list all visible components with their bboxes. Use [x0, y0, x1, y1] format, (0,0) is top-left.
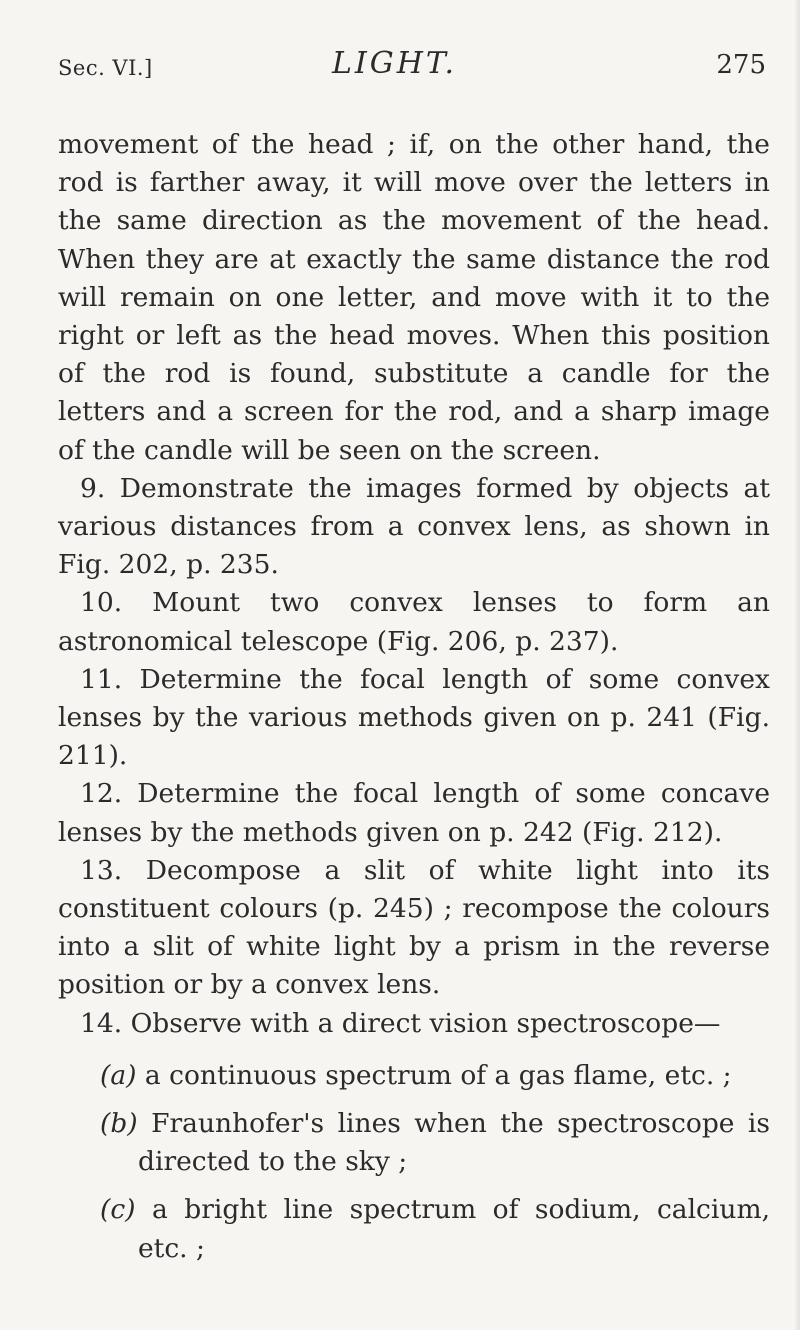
item-11: 11. Determine the focal length of some convex lenses by the various methods given on p. 241 (Fig. 211).	[58, 663, 770, 772]
sub-item-a	[100, 1057, 770, 1095]
running-title: LIGHT.	[332, 46, 458, 81]
sub-item-b-text: Fraunhofer's lines when the spectroscope is directed to the sky ;	[137, 1108, 770, 1178]
section-label: Sec. VI.]	[58, 56, 153, 80]
sub-item-c	[100, 1191, 770, 1267]
page-edge-shadow	[794, 0, 800, 1330]
sub-item-a-text: a continuous spectrum of a gas flame, etc. ;	[136, 1059, 732, 1091]
running-header	[58, 46, 768, 86]
continued-paragraph: movement of the head ; if, on the other hand, the rod is farther away, it will move over the letters in the same direction as the movement of the head. When they are at exactly the same distance the rod will remain on one letter, and move with it to the right or left as the head moves. When this position of the rod is found, substitute a candle for the letters and a screen for the rod, and a sharp image of the candle will be seen on the screen.	[58, 129, 770, 466]
sub-item-c-text: a bright line spectrum of sodium, calcium, etc. ;	[135, 1194, 770, 1264]
sub-item-b	[100, 1105, 770, 1181]
page-body	[58, 126, 770, 1268]
sub-item-a-letter: (a)	[100, 1059, 137, 1091]
item-12: 12. Determine the focal length of some concave lenses by the methods given on p. 242 (Fig. 212).	[58, 778, 770, 848]
item-9: 9. Demonstrate the images formed by objects at various distances from a convex lens, as shown in Fig. 202, p. 235.	[58, 472, 770, 581]
item-14: 14. Observe with a direct vision spectroscope—	[80, 1007, 721, 1039]
item-10: 10. Mount two convex lenses to form an astronomical telescope (Fig. 206, p. 237).	[58, 587, 770, 657]
sub-item-b-letter: (b)	[100, 1108, 138, 1140]
item-13: 13. Decompose a slit of white light into its constituent colours (p. 245) ; recompose the colours into a slit of white light by a prism in the reverse position or by a convex lens.	[58, 854, 770, 1001]
page-number: 275	[716, 50, 766, 80]
sub-item-c-letter: (c)	[100, 1194, 136, 1226]
